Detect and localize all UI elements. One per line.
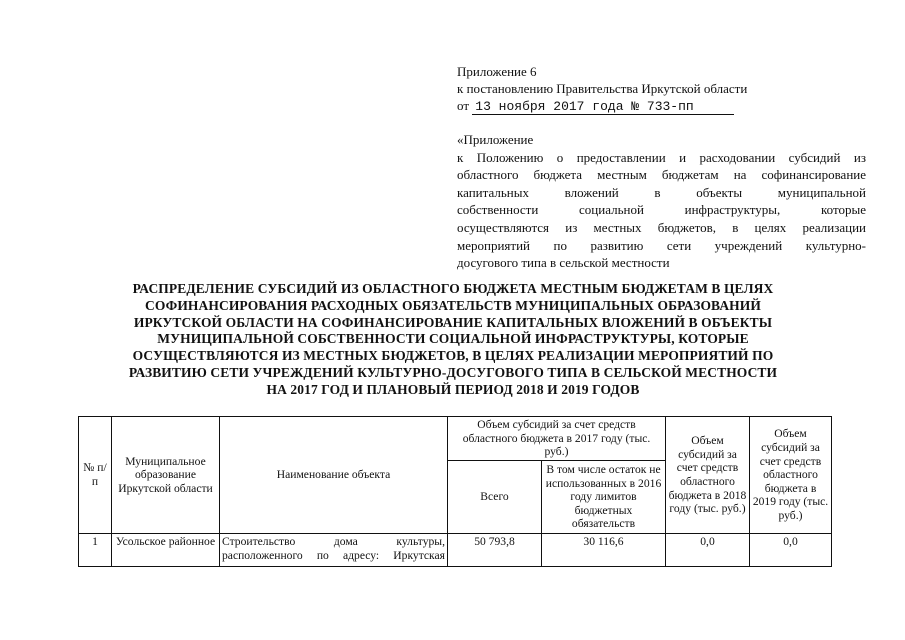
cell-object-name — [220, 534, 448, 567]
header-municipality: Муниципальное образование Иркутской области — [112, 417, 220, 534]
subsidy-table — [78, 416, 832, 567]
appendix-header — [457, 63, 877, 115]
document-title-line: МУНИЦИПАЛЬНОЙ СОБСТВЕННОСТИ СОЦИАЛЬНОЙ ИНФРАСТРУКТУРЫ, КОТОРЫЕ — [157, 331, 749, 347]
appendix-note-line: областного бюджета местным бюджетам на софинансирование — [457, 167, 866, 183]
appendix-note-line: осуществляются из местных бюджетов, в целях реализации — [457, 219, 866, 235]
header-total: Всего — [448, 461, 542, 534]
cell-total — [448, 534, 542, 567]
cell-2018 — [666, 534, 750, 567]
cell-2018-text: 0,0 — [700, 535, 715, 548]
cell-remainder-text: 30 116,6 — [583, 535, 624, 548]
document-title-line: НА 2017 ГОД И ПЛАНОВЫЙ ПЕРИОД 2018 И 2019 ГОДОВ — [266, 381, 640, 397]
cell-num-text: 1 — [92, 535, 98, 548]
table-header-row — [79, 417, 832, 461]
header-subsidy-2018: Объем субсидий за счет средств областного бюджета в 2018 году (тыс. руб.) — [666, 417, 750, 534]
cell-municipality — [112, 534, 220, 567]
appendix-note-line: мероприятий по развитию сети учреждений культурно- — [457, 237, 866, 253]
document-title — [88, 281, 818, 399]
header-object-name: Наименование объекта — [220, 417, 448, 534]
cell-object-name-wrap — [222, 535, 445, 565]
header-subsidy-2017: Объем субсидий за счет средств областного бюджета в 2017 году (тыс. руб.) — [448, 417, 666, 461]
appendix-note-line: досугового типа в сельской местности — [457, 255, 670, 271]
cell-num — [79, 534, 112, 567]
cell-municipality-text: Усольское районное — [115, 535, 216, 548]
appendix-note-line: к Положению о предоставлении и расходовании субсидий из — [457, 149, 866, 165]
document-title-line: СОФИНАНСИРОВАНИЯ РАСХОДНЫХ ОБЯЗАТЕЛЬСТВ МУНИЦИПАЛЬНЫХ ОБРАЗОВАНИЙ — [145, 297, 761, 313]
cell-2019-text: 0,0 — [783, 535, 798, 548]
decree-reference: к постановлению Правительства Иркутской области — [457, 81, 748, 96]
object-name-line: расположенного по адресу: Иркутская — [222, 548, 445, 562]
decree-date: 13 ноября 2017 года № 733-пп — [472, 99, 733, 115]
header-including-remainder: В том числе остаток не использованных в 2016 году лимитов бюджетных обязательств — [542, 461, 666, 534]
document-title-line: РАЗВИТИЮ СЕТИ УЧРЕЖДЕНИЙ КУЛЬТУРНО-ДОСУГОВОГО ТИПА В СЕЛЬСКОЙ МЕСТНОСТИ — [128, 364, 778, 380]
decree-date-line — [457, 97, 877, 115]
appendix-note-line: «Приложение — [457, 132, 534, 147]
header-num: № п/п — [79, 417, 112, 534]
appendix-title: Приложение 6 — [457, 64, 537, 79]
object-name-line: Строительство дома культуры, — [222, 535, 445, 548]
appendix-note — [457, 131, 866, 272]
appendix-note-line: собственности социальной инфраструктуры, которые — [457, 202, 866, 218]
table-row — [79, 534, 832, 567]
document-title-line: ИРКУТСКОЙ ОБЛАСТИ НА СОФИНАНСИРОВАНИЕ КАПИТАЛЬНЫХ ВЛОЖЕНИЙ В ОБЪЕКТЫ — [133, 314, 773, 330]
cell-remainder — [542, 534, 666, 567]
date-prefix: от — [457, 98, 470, 113]
appendix-note-line: капитальных вложений в объекты муниципальной — [457, 184, 866, 200]
header-subsidy-2019: Объем субсидий за счет средств областного бюджета в 2019 году (тыс. руб.) — [750, 417, 832, 534]
cell-total-text: 50 793,8 — [474, 535, 515, 548]
cell-2019 — [750, 534, 832, 567]
document-title-line: ОСУЩЕСТВЛЯЮТСЯ ИЗ МЕСТНЫХ БЮДЖЕТОВ, В ЦЕЛЯХ РЕАЛИЗАЦИИ МЕРОПРИЯТИЙ ПО — [132, 348, 774, 364]
document-title-line: РАСПРЕДЕЛЕНИЕ СУБСИДИЙ ИЗ ОБЛАСТНОГО БЮДЖЕТА МЕСТНЫМ БЮДЖЕТАМ В ЦЕЛЯХ — [132, 281, 774, 296]
